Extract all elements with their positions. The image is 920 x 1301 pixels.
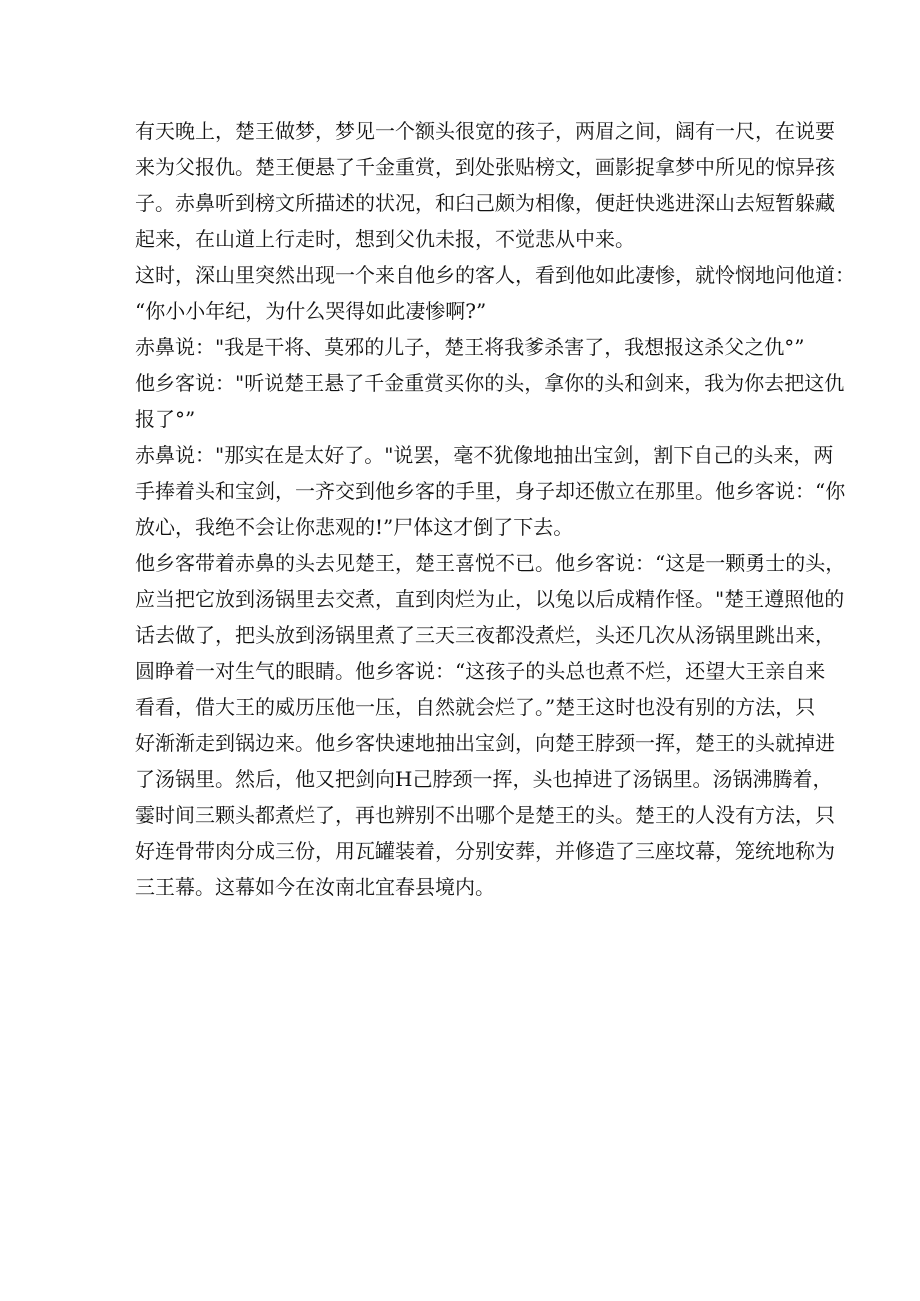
- text-line: 好连骨带肉分成三份，用瓦罐装着，分别安葬，并修造了三座坟幕，笼统地称为: [135, 839, 835, 863]
- text-line: 他乡客说："听说楚王悬了千金重赏买你的头，拿你的头和剑来，我为你去把这仇: [135, 371, 845, 395]
- text-line: 应当把它放到汤锅里去交煮，直到肉烂为止，以兔以后成精作怪。"楚王遵照他的: [135, 587, 845, 611]
- text-line: 了汤锅里。然后，他又把剑向H己脖颈一挥，头也掉进了汤锅里。汤锅沸腾着，: [135, 767, 833, 791]
- text-line: 放心，我绝不会让你悲观的!”尸体这才倒了下去。: [135, 515, 574, 539]
- text-line: 话去做了，把头放到汤锅里煮了三天三夜都没煮烂，头还几次从汤锅里跳出来，: [135, 623, 835, 647]
- text-line: 圆睁着一对生气的眼睛。他乡客说：“这孩子的头总也煮不烂，还望大王亲自来: [135, 659, 826, 683]
- text-line: 三王幕。这幕如今在汝南北宜春县境内。: [135, 875, 495, 899]
- text-line: 来为父报仇。楚王便悬了千金重赏，到处张贴榜文，画影捉拿梦中所见的惊异孩: [135, 155, 835, 179]
- text-line: 好渐渐走到锅边来。他乡客快速地抽出宝剑，向楚王脖颈一挥，楚王的头就掉进: [135, 731, 835, 755]
- text-line: “你小小年纪，为什么哭得如此凄惨啊?”: [135, 299, 487, 323]
- text-line: 报了°”: [135, 407, 196, 431]
- text-line: 霎时间三颗头都煮烂了，再也辨别不出哪个是楚王的头。楚王的人没有方法，只: [135, 803, 835, 827]
- text-line: 起来，在山道上行走时，想到父仇未报，不觉悲从中来。: [135, 227, 635, 251]
- text-line: 赤鼻说："那实在是太好了。"说罢，毫不犹像地抽出宝剑，割下自己的头来，两: [135, 443, 834, 467]
- story-text: [135, 113, 855, 905]
- text-line: 这时，深山里突然出现一个来自他乡的客人，看到他如此凄惨，就怜悯地问他道：: [135, 263, 855, 287]
- text-line: 有天晚上，楚王做梦，梦见一个额头很宽的孩子，两眉之间，阔有一尺，在说要: [135, 119, 835, 143]
- text-line: 看看，借大王的威历压他一压，自然就会烂了。”楚王这时也没有别的方法，只: [135, 695, 816, 719]
- text-line: 他乡客带着赤鼻的头去见楚王，楚王喜悦不已。他乡客说：“这是一颗勇士的头，: [135, 551, 846, 575]
- text-line: 赤鼻说："我是干将、莫邪的儿子，楚王将我爹杀害了，我想报这杀父之仇°”: [135, 335, 805, 359]
- text-line: 手捧着头和宝剑，一齐交到他乡客的手里，身子却还傲立在那里。他乡客说：“你: [135, 479, 846, 503]
- text-line: 子。赤鼻听到榜文所描述的状况，和臼己颇为相像，便赶快逃进深山去短暂躲藏: [135, 191, 835, 215]
